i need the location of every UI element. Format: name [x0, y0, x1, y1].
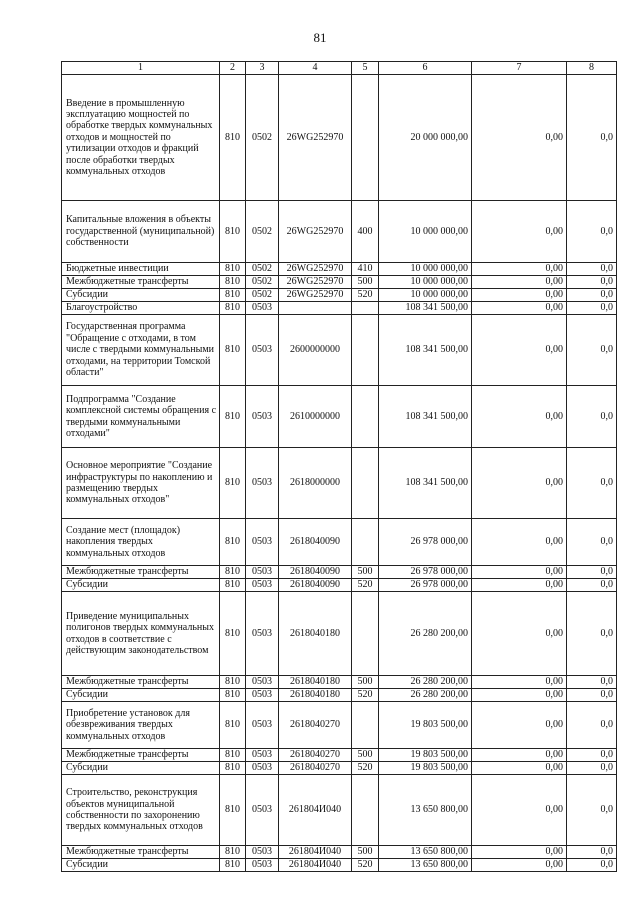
- target-article-code: 2618040270: [279, 762, 352, 775]
- section-code: 0503: [246, 846, 279, 859]
- row-name: Приобретение установок для обезвреживания твердых коммунальных отходов: [62, 702, 220, 749]
- header-cell: 3: [246, 62, 279, 75]
- header-cell: 2: [220, 62, 246, 75]
- header-cell: 4: [279, 62, 352, 75]
- table-row: [62, 775, 617, 846]
- chapter-code: 810: [220, 201, 246, 263]
- amount-col8: 0,0: [567, 846, 617, 859]
- target-article-code: 26WG252970: [279, 263, 352, 276]
- chapter-code: 810: [220, 859, 246, 872]
- amount-col8: 0,0: [567, 702, 617, 749]
- chapter-code: 810: [220, 775, 246, 846]
- expense-type-code: [352, 448, 379, 519]
- header-cell: 6: [379, 62, 472, 75]
- amount-col6: 20 000 000,00: [379, 75, 472, 201]
- target-article-code: 2618040090: [279, 579, 352, 592]
- chapter-code: 810: [220, 676, 246, 689]
- target-article-code: 261804И040: [279, 859, 352, 872]
- chapter-code: 810: [220, 689, 246, 702]
- table-body: [62, 62, 617, 872]
- amount-col6: 13 650 800,00: [379, 859, 472, 872]
- target-article-code: 2618040270: [279, 702, 352, 749]
- expense-type-code: [352, 315, 379, 386]
- amount-col7: 0,00: [472, 276, 567, 289]
- row-name: Капитальные вложения в объекты государственной (муниципальной) собственности: [62, 201, 220, 263]
- table-row: [62, 75, 617, 201]
- amount-col6: 26 978 000,00: [379, 519, 472, 566]
- row-name: Основное мероприятие "Создание инфраструктуры по накоплению и размещению твердых коммунальных отходов": [62, 448, 220, 519]
- table-row: [62, 762, 617, 775]
- section-code: 0503: [246, 676, 279, 689]
- chapter-code: 810: [220, 448, 246, 519]
- amount-col8: 0,0: [567, 75, 617, 201]
- target-article-code: 26WG252970: [279, 289, 352, 302]
- amount-col6: 19 803 500,00: [379, 749, 472, 762]
- table-row: [62, 749, 617, 762]
- row-name: Введение в промышленную эксплуатацию мощностей по обработке твердых коммунальных отходов и мощностей по утилизации отходов и фракций после обработки твердых коммунальных отходов: [62, 75, 220, 201]
- expense-type-code: [352, 702, 379, 749]
- amount-col7: 0,00: [472, 263, 567, 276]
- amount-col6: 19 803 500,00: [379, 762, 472, 775]
- amount-col7: 0,00: [472, 566, 567, 579]
- amount-col7: 0,00: [472, 448, 567, 519]
- expense-type-code: 520: [352, 762, 379, 775]
- target-article-code: 2618040270: [279, 749, 352, 762]
- section-code: 0502: [246, 201, 279, 263]
- amount-col8: 0,0: [567, 579, 617, 592]
- chapter-code: 810: [220, 702, 246, 749]
- table-row: [62, 859, 617, 872]
- amount-col8: 0,0: [567, 201, 617, 263]
- target-article-code: 2600000000: [279, 315, 352, 386]
- section-code: 0503: [246, 519, 279, 566]
- table-row: [62, 689, 617, 702]
- row-name: Межбюджетные трансферты: [62, 676, 220, 689]
- header-cell: 7: [472, 62, 567, 75]
- table-row: [62, 289, 617, 302]
- amount-col6: 13 650 800,00: [379, 775, 472, 846]
- amount-col6: 10 000 000,00: [379, 289, 472, 302]
- section-code: 0503: [246, 592, 279, 676]
- row-name: Субсидии: [62, 689, 220, 702]
- table-row: [62, 263, 617, 276]
- section-code: 0503: [246, 386, 279, 448]
- chapter-code: 810: [220, 566, 246, 579]
- chapter-code: 810: [220, 302, 246, 315]
- chapter-code: 810: [220, 749, 246, 762]
- row-name: Благоустройство: [62, 302, 220, 315]
- chapter-code: 810: [220, 592, 246, 676]
- chapter-code: 810: [220, 263, 246, 276]
- section-code: 0503: [246, 702, 279, 749]
- amount-col8: 0,0: [567, 566, 617, 579]
- amount-col7: 0,00: [472, 315, 567, 386]
- chapter-code: 810: [220, 315, 246, 386]
- amount-col7: 0,00: [472, 846, 567, 859]
- amount-col6: 10 000 000,00: [379, 201, 472, 263]
- amount-col8: 0,0: [567, 689, 617, 702]
- amount-col6: 10 000 000,00: [379, 263, 472, 276]
- table-row: [62, 566, 617, 579]
- expense-type-code: 500: [352, 749, 379, 762]
- target-article-code: 2618040180: [279, 676, 352, 689]
- section-code: 0503: [246, 762, 279, 775]
- chapter-code: 810: [220, 579, 246, 592]
- section-code: 0503: [246, 859, 279, 872]
- amount-col6: 108 341 500,00: [379, 302, 472, 315]
- amount-col8: 0,0: [567, 749, 617, 762]
- amount-col7: 0,00: [472, 702, 567, 749]
- amount-col6: 13 650 800,00: [379, 846, 472, 859]
- chapter-code: 810: [220, 519, 246, 566]
- amount-col6: 26 280 200,00: [379, 689, 472, 702]
- table-row: [62, 386, 617, 448]
- amount-col6: 108 341 500,00: [379, 448, 472, 519]
- amount-col8: 0,0: [567, 302, 617, 315]
- expense-type-code: [352, 386, 379, 448]
- expense-type-code: 500: [352, 276, 379, 289]
- section-code: 0502: [246, 75, 279, 201]
- chapter-code: 810: [220, 276, 246, 289]
- row-name: Приведение муниципальных полигонов твердых коммунальных отходов в соответствие с действующим законодательством: [62, 592, 220, 676]
- amount-col8: 0,0: [567, 289, 617, 302]
- target-article-code: 26WG252970: [279, 201, 352, 263]
- expense-type-code: 520: [352, 859, 379, 872]
- amount-col6: 26 978 000,00: [379, 579, 472, 592]
- row-name: Межбюджетные трансферты: [62, 749, 220, 762]
- section-code: 0503: [246, 315, 279, 386]
- target-article-code: 2610000000: [279, 386, 352, 448]
- chapter-code: 810: [220, 289, 246, 302]
- table-row: [62, 302, 617, 315]
- expense-type-code: 410: [352, 263, 379, 276]
- amount-col7: 0,00: [472, 762, 567, 775]
- section-code: 0503: [246, 749, 279, 762]
- amount-col8: 0,0: [567, 276, 617, 289]
- amount-col8: 0,0: [567, 448, 617, 519]
- amount-col8: 0,0: [567, 676, 617, 689]
- expense-type-code: 520: [352, 579, 379, 592]
- row-name: Субсидии: [62, 859, 220, 872]
- amount-col6: 26 978 000,00: [379, 566, 472, 579]
- section-code: 0503: [246, 302, 279, 315]
- expense-type-code: 400: [352, 201, 379, 263]
- section-code: 0502: [246, 289, 279, 302]
- amount-col6: 108 341 500,00: [379, 315, 472, 386]
- expense-type-code: [352, 775, 379, 846]
- row-name: Межбюджетные трансферты: [62, 566, 220, 579]
- row-name: Государственная программа "Обращение с отходами, в том числе с твердыми коммунальными отходами, на территории Томской области": [62, 315, 220, 386]
- amount-col8: 0,0: [567, 315, 617, 386]
- header-cell: 1: [62, 62, 220, 75]
- table-row: [62, 276, 617, 289]
- amount-col7: 0,00: [472, 749, 567, 762]
- amount-col7: 0,00: [472, 302, 567, 315]
- row-name: Бюджетные инвестиции: [62, 263, 220, 276]
- table-row: [62, 201, 617, 263]
- table-row: [62, 846, 617, 859]
- target-article-code: 2618040180: [279, 689, 352, 702]
- amount-col6: 26 280 200,00: [379, 676, 472, 689]
- table-row: [62, 702, 617, 749]
- row-name: Межбюджетные трансферты: [62, 276, 220, 289]
- target-article-code: 2618040090: [279, 566, 352, 579]
- amount-col8: 0,0: [567, 762, 617, 775]
- row-name: Создание мест (площадок) накопления твердых коммунальных отходов: [62, 519, 220, 566]
- expense-type-code: 500: [352, 846, 379, 859]
- amount-col7: 0,00: [472, 386, 567, 448]
- amount-col8: 0,0: [567, 519, 617, 566]
- expense-type-code: 500: [352, 566, 379, 579]
- section-code: 0502: [246, 263, 279, 276]
- amount-col8: 0,0: [567, 592, 617, 676]
- amount-col7: 0,00: [472, 859, 567, 872]
- amount-col6: 26 280 200,00: [379, 592, 472, 676]
- chapter-code: 810: [220, 762, 246, 775]
- section-code: 0503: [246, 566, 279, 579]
- expense-type-code: [352, 519, 379, 566]
- target-article-code: 26WG252970: [279, 276, 352, 289]
- target-article-code: 261804И040: [279, 846, 352, 859]
- row-name: Межбюджетные трансферты: [62, 846, 220, 859]
- amount-col7: 0,00: [472, 75, 567, 201]
- target-article-code: 2618040090: [279, 519, 352, 566]
- table-row: [62, 592, 617, 676]
- row-name: Субсидии: [62, 579, 220, 592]
- expense-type-code: [352, 75, 379, 201]
- budget-table: [61, 61, 617, 872]
- amount-col6: 19 803 500,00: [379, 702, 472, 749]
- row-name: Субсидии: [62, 289, 220, 302]
- target-article-code: 2618000000: [279, 448, 352, 519]
- target-article-code: [279, 302, 352, 315]
- section-code: 0503: [246, 579, 279, 592]
- section-code: 0503: [246, 689, 279, 702]
- amount-col7: 0,00: [472, 592, 567, 676]
- expense-type-code: 520: [352, 289, 379, 302]
- amount-col6: 108 341 500,00: [379, 386, 472, 448]
- page-number: 81: [313, 30, 327, 45]
- chapter-code: 810: [220, 846, 246, 859]
- row-name: Субсидии: [62, 762, 220, 775]
- amount-col7: 0,00: [472, 519, 567, 566]
- chapter-code: 810: [220, 75, 246, 201]
- amount-col7: 0,00: [472, 289, 567, 302]
- amount-col7: 0,00: [472, 676, 567, 689]
- amount-col7: 0,00: [472, 775, 567, 846]
- table-row: [62, 519, 617, 566]
- section-code: 0503: [246, 448, 279, 519]
- header-row: [62, 62, 617, 75]
- amount-col7: 0,00: [472, 201, 567, 263]
- header-cell: 8: [567, 62, 617, 75]
- section-code: 0503: [246, 775, 279, 846]
- expense-type-code: [352, 592, 379, 676]
- row-name: Строительство, реконструкция объектов муниципальной собственности по захоронению твердых коммунальных отходов: [62, 775, 220, 846]
- expense-type-code: 500: [352, 676, 379, 689]
- target-article-code: 261804И040: [279, 775, 352, 846]
- table-row: [62, 579, 617, 592]
- chapter-code: 810: [220, 386, 246, 448]
- expense-type-code: [352, 302, 379, 315]
- header-cell: 5: [352, 62, 379, 75]
- table-row: [62, 448, 617, 519]
- expense-type-code: 520: [352, 689, 379, 702]
- amount-col6: 10 000 000,00: [379, 276, 472, 289]
- target-article-code: 2618040180: [279, 592, 352, 676]
- amount-col8: 0,0: [567, 775, 617, 846]
- row-name: Подпрограмма "Создание комплексной системы обращения с твердыми коммунальными отходами": [62, 386, 220, 448]
- amount-col8: 0,0: [567, 263, 617, 276]
- amount-col7: 0,00: [472, 689, 567, 702]
- amount-col7: 0,00: [472, 579, 567, 592]
- table-row: [62, 315, 617, 386]
- amount-col8: 0,0: [567, 859, 617, 872]
- section-code: 0502: [246, 276, 279, 289]
- table-row: [62, 676, 617, 689]
- target-article-code: 26WG252970: [279, 75, 352, 201]
- amount-col8: 0,0: [567, 386, 617, 448]
